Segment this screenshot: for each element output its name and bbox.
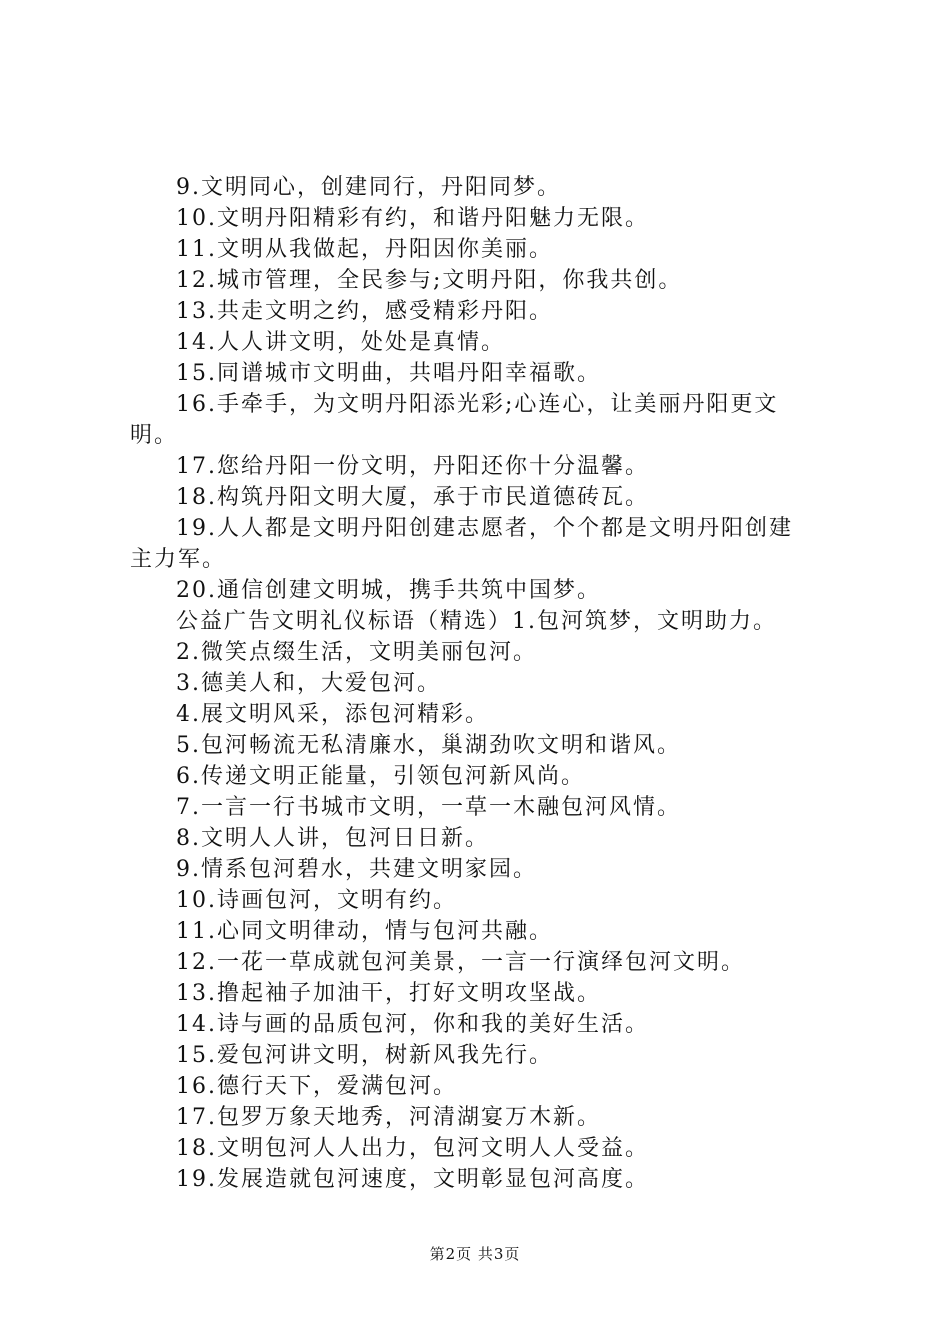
text-line: 明。: [130, 423, 179, 448]
text-line: 12.一花一草成就包河美景，一言一行演绎包河文明。: [176, 950, 745, 975]
page-footer: 第2页 共3页: [429, 1245, 521, 1263]
text-line: 11.文明从我做起，丹阳因你美丽。: [176, 237, 553, 262]
text-line: 14.诗与画的品质包河，你和我的美好生活。: [176, 1012, 649, 1037]
text-line: 18.构筑丹阳文明大厦，承于市民道德砖瓦。: [176, 485, 649, 510]
text-line: 11.心同文明律动，情与包河共融。: [176, 919, 553, 944]
text-line: 9.文明同心，创建同行，丹阳同梦。: [176, 175, 561, 200]
text-line: 7.一言一行书城市文明，一草一木融包河风情。: [176, 795, 681, 820]
text-line: 公益广告文明礼仪标语（精选）1.包河筑梦，文明助力。: [176, 609, 777, 634]
text-line: 9.情系包河碧水，共建文明家园。: [176, 857, 537, 882]
text-line: 20.通信创建文明城，携手共筑中国梦。: [176, 578, 601, 603]
text-line: 15.爱包河讲文明，树新风我先行。: [176, 1043, 553, 1068]
text-line: 3.德美人和，大爱包河。: [176, 671, 441, 696]
text-line: 6.传递文明正能量，引领包河新风尚。: [176, 764, 585, 789]
text-line: 13.撸起袖子加油干，打好文明攻坚战。: [176, 981, 601, 1006]
text-line: 13.共走文明之约，感受精彩丹阳。: [176, 299, 553, 324]
text-line: 18.文明包河人人出力，包河文明人人受益。: [176, 1136, 649, 1161]
text-line: 12.城市管理，全民参与;文明丹阳，你我共创。: [176, 268, 683, 293]
text-line: 14.人人讲文明，处处是真情。: [176, 330, 505, 355]
text-line: 10.诗画包河，文明有约。: [176, 888, 457, 913]
text-line: 19.发展造就包河速度，文明彰显包河高度。: [176, 1167, 649, 1192]
text-line: 2.微笑点缀生活，文明美丽包河。: [176, 640, 537, 665]
text-line: 10.文明丹阳精彩有约，和谐丹阳魅力无限。: [176, 206, 649, 231]
text-line: 17.包罗万象天地秀，河清湖宴万木新。: [176, 1105, 601, 1130]
text-line: 8.文明人人讲，包河日日新。: [176, 826, 489, 851]
text-line: 19.人人都是文明丹阳创建志愿者，个个都是文明丹阳创建: [176, 516, 793, 541]
text-line: 16.手牵手，为文明丹阳添光彩;心连心，让美丽丹阳更文: [176, 392, 779, 417]
text-line: 16.德行天下，爱满包河。: [176, 1074, 457, 1099]
text-line: 17.您给丹阳一份文明，丹阳还你十分温馨。: [176, 454, 649, 479]
text-line: 主力军。: [130, 547, 227, 572]
text-line: 15.同谱城市文明曲，共唱丹阳幸福歌。: [176, 361, 601, 386]
text-line: 5.包河畅流无私清廉水，巢湖劲吹文明和谐风。: [176, 733, 681, 758]
text-line: 4.展文明风采，添包河精彩。: [176, 702, 489, 727]
document-body: [130, 172, 835, 1195]
